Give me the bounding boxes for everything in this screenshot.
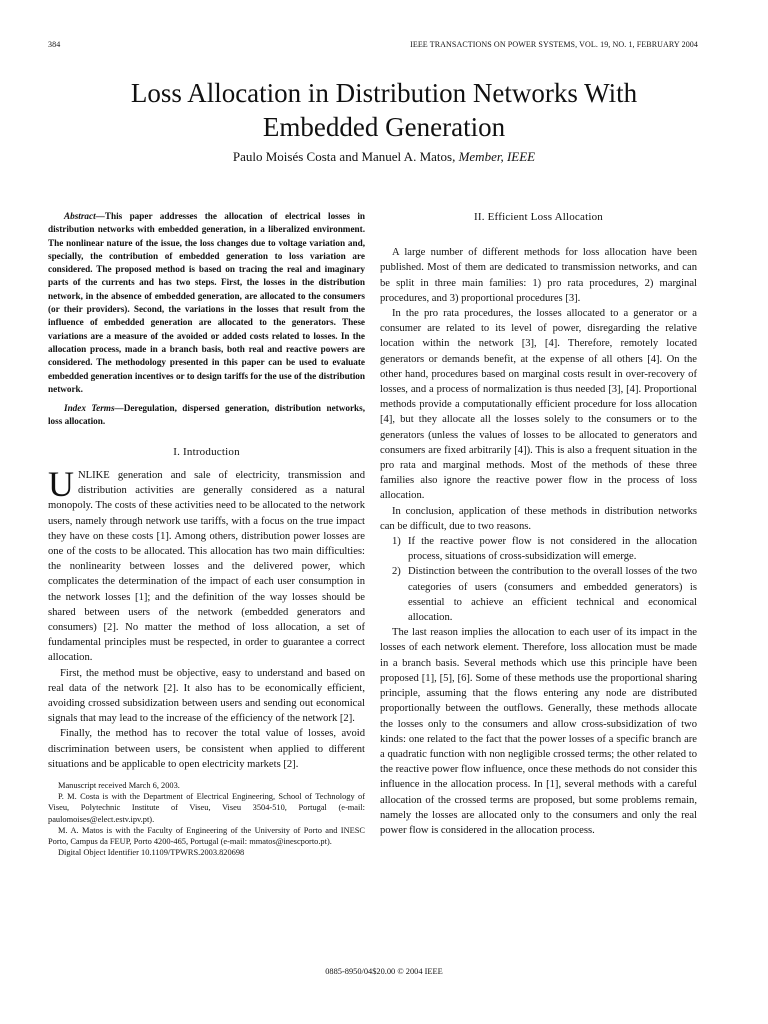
- paper-title: [0, 76, 768, 144]
- section-2-title: Efficient Loss Allocation: [487, 211, 604, 223]
- section-1-title: Introduction: [183, 445, 240, 458]
- section-2-paragraph-3: In conclusion, application of these methods in distribution networks can be difficult, due to two reasons.: [380, 505, 697, 532]
- section-2-paragraph-2: In the pro rata procedures, the losses allocated to a generator or a consumer are related to its level of power, disregarding the relative location within the network [3], [4]. Therefore, remotely located generators or demands benefit, at the expense of all others [4]. On the other hand, procedures based on marginal costs result in over-recovery of losses, and a process of normalization is thus needed [3], [4]. Proportional methods provide a computationally efficient procedure for loss allocation [4], but they allocate all the losses solely to the consumers or to the generators (unless the values of losses to be allocated to generators and consumers are fixed arbitrarily [4]). This is also a frequent situation in the pro rata and marginal methods. Most of the methods of these three families also ignore the reactive power flow in the process of loss allocation.: [380, 308, 697, 502]
- footnotes: [48, 780, 365, 858]
- footnote-received: Manuscript received March 6, 2003.: [58, 781, 180, 791]
- index-terms-label: Index Terms—: [64, 403, 124, 414]
- footnote-author-2: M. A. Matos is with the Faculty of Engineering of the University of Porto and INESC Porto, Campus da FEUP, Porto 4200-465, Portugal (e-mail: mmatos@inescporto.pt).: [48, 825, 365, 847]
- author-line: [0, 149, 768, 165]
- intro-paragraph-3: Finally, the method has to recover the total value of losses, avoid discrimination between users, be consistent when applied to different situations and be applicable to open electricity markets [2].: [48, 728, 365, 770]
- list-item-number: 1): [392, 536, 401, 548]
- drop-cap: U: [48, 463, 74, 504]
- page-number: 384: [48, 40, 61, 49]
- abstract-label: Abstract—: [64, 211, 105, 221]
- abstract-text: This paper addresses the allocation of electrical losses in distribution networks with embedded generation, in a liberalized environment. The nonlinear nature of the issue, the loss changes due to voltage variation and, specially, the contribution of embedded generation to loss variation are considered. The proposed method is based on tracing the real and imaginary parts of the currents and has two steps. First, the losses in the distribution network, in the absence of embedded generation, are allocated to the consumers (or their providers). Second, the variations in the losses that result from the influence of embedded generation are allocated to the generators. These variations are a measure of the avoided or added costs related to losses. In the allocation process, made in a branch basis, both real and reactive powers are considered. The methodology presented in this paper can be used to evaluate embedded generation incentives or to design tariffs for the use of the distribution network.: [48, 211, 365, 394]
- running-header: [48, 40, 698, 49]
- index-terms: [48, 402, 365, 429]
- intro-paragraph-1-text: NLIKE generation and sale of electricity, transmission and distribution activities are generally considered as a natural monopoly. The costs of these activities need to be allocated to the network users, namely through network use tariffs, with a focus on the true impact they have on these costs [1]. Among others, distribution power losses are one of the costs to be allocated. This allocation has two main difficulties: the nonlinearity between losses and the delivered power, which complicates the determination of the impact of each user consumption in the network losses [1]; and the definition of the way losses should be shared between users of the network (embedded generators and consumers) [2]. No matter the method of loss allocation, a set of fundamental principles must be respected, in order to guarantee a correct allocation.: [48, 469, 365, 664]
- section-2-paragraph-1: A large number of different methods for loss allocation have been published. Most of them are dedicated to transmission networks, and can be split in three main families: 1) pro rata procedures, 2) marginal procedures, and 3) proportional procedures [3].: [380, 247, 697, 304]
- left-column: [48, 210, 365, 858]
- footnote-author-1: P. M. Costa is with the Department of Electrical Engineering, School of Technology of Viseu, Polytechnic Institute of Viseu, Viseu 3504-510, Portugal (e-mail: paulomoises@elect.estv.ipv.pt).: [48, 792, 365, 824]
- footnote-doi: Digital Object Identifier 10.1109/TPWRS.2003.820698: [58, 848, 245, 858]
- section-2-number: II.: [473, 211, 485, 223]
- reasons-list: [380, 534, 697, 625]
- section-1-heading: [48, 445, 365, 460]
- title-line-2: Embedded Generation: [262, 112, 506, 142]
- index-terms-text: Deregulation, dispersed generation, distribution networks, loss allocation.: [48, 403, 366, 427]
- author-names: Paulo Moisés Costa and Manuel A. Matos,: [232, 149, 456, 164]
- section-2-paragraph-4: The last reason implies the allocation to each user of its impact in the losses of each network element. Therefore, loss allocation must be made in a branch basis. Several methods which use this principle have been proposed [1], [5], [6]. Some of these methods use the proportional sharing principle, assuming that the flows entering any node are distributed proportionally between the outflows. Generally, these methods allocate the losses only to the consumers and allow cross-subsidization of two kinds: one related to the fact that the power losses of a specific branch are a quadratic function with non negligible crossed terms; the other related to the reactive power flow influence, once these methods do not consider this influence in the allocation process. In [1], several methods with a careful allocation of the crossed terms are proposed, but some problems remain, namely the losses are allocated only to the consumers and only the real power flow is considered in the allocation process.: [380, 627, 697, 836]
- intro-paragraph-2: First, the method must be objective, easy to understand and based on real data of the network [2]. It also has to be economically efficient, avoiding crossed subsidization between users and sending out economical signals that may lead to the increase of the efficiency of the network [2].: [48, 667, 365, 725]
- journal-name: IEEE TRANSACTIONS ON POWER SYSTEMS, VOL. 19, NO. 1, FEBRUARY 2004: [410, 40, 698, 49]
- list-item-text: If the reactive power flow is not considered in the allocation process, situations of cross-subsidization will emerge.: [408, 536, 697, 563]
- list-item: [380, 564, 697, 625]
- author-membership: Member, IEEE: [458, 149, 536, 164]
- list-item: [380, 534, 697, 564]
- section-2-heading: [380, 210, 697, 225]
- title-line-1: Loss Allocation in Distribution Networks With: [130, 78, 638, 108]
- list-item-number: 2): [392, 566, 401, 578]
- abstract: [48, 210, 365, 396]
- right-column: [380, 210, 697, 838]
- list-item-text: Distinction between the contribution to the overall losses of the two categories of users (consumers and embedded generators) is essential to achieve an efficient technical and economical allocation.: [408, 566, 697, 624]
- intro-paragraph-1: [48, 463, 365, 666]
- section-1-number: I.: [173, 445, 181, 458]
- copyright-line: 0885-8950/04$20.00 © 2004 IEEE: [325, 967, 443, 976]
